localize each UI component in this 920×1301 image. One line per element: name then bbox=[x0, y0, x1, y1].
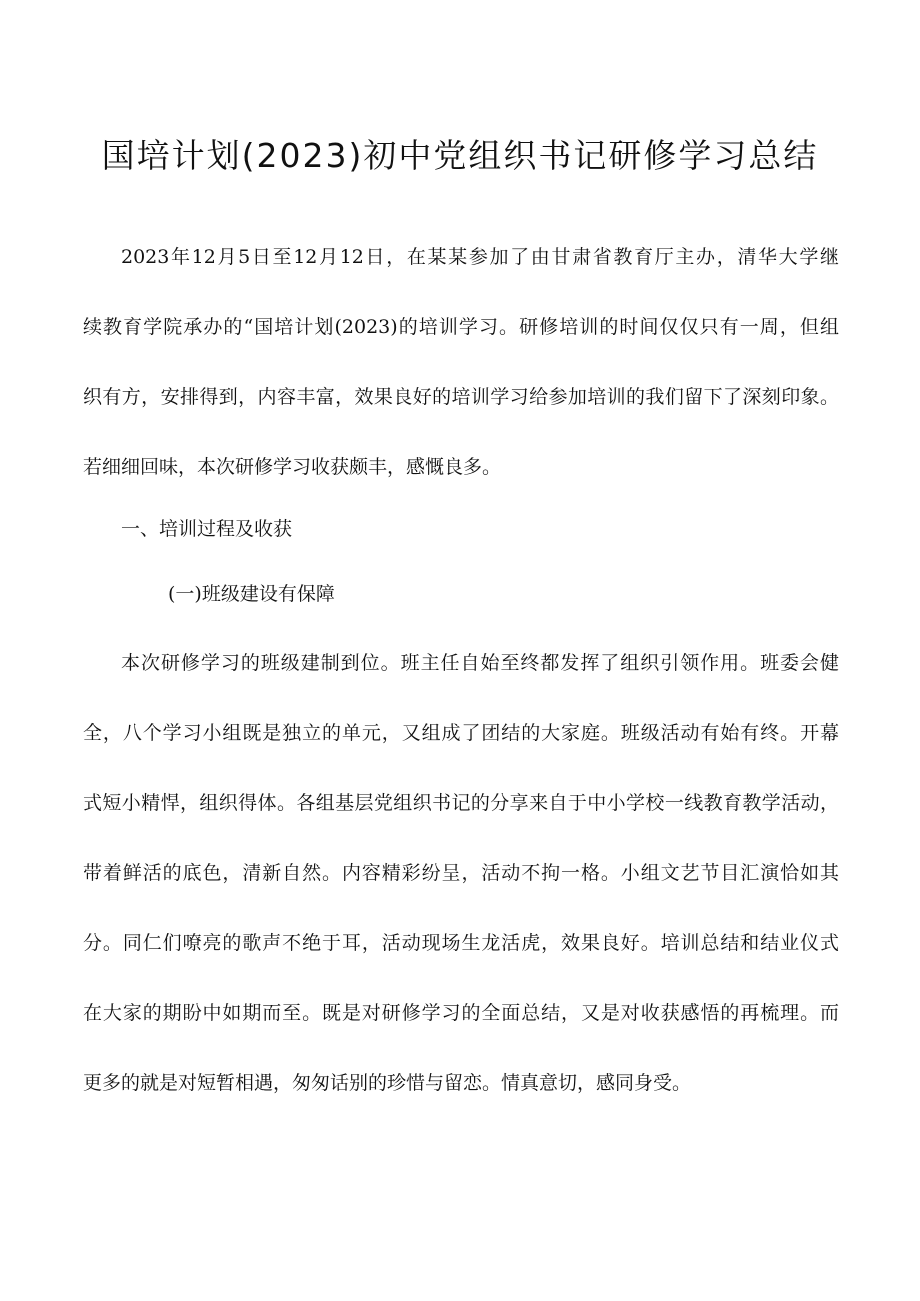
paragraph-line: 带着鲜活的底色，清新自然。内容精彩纷呈，活动不拘一格。小组文艺节目汇演恰如其 bbox=[83, 862, 839, 884]
paragraph-line: 2023年12月5日至12月12日，在某某参加了由甘肃省教育厅主办，清华大学继 bbox=[121, 246, 839, 268]
paragraph-line: 本次研修学习的班级建制到位。班主任自始至终都发挥了组织引领作用。班委会健 bbox=[121, 652, 839, 674]
subsection-paragraph bbox=[83, 646, 839, 1100]
paragraph-line: 分。同仁们嘹亮的歌声不绝于耳，活动现场生龙活虎，效果良好。培训总结和结业仪式 bbox=[83, 932, 839, 954]
subsection-heading: (一)班级建设有保障 bbox=[168, 583, 335, 605]
paragraph-line: 在大家的期盼中如期而至。既是对研修学习的全面总结，又是对收获感悟的再梳理。而 bbox=[83, 1002, 839, 1024]
paragraph-line: 续教育学院承办的“国培计划(2023)的培训学习。研修培训的时间仅仅只有一周，但组 bbox=[83, 316, 839, 338]
paragraph-line: 全，八个学习小组既是独立的单元，又组成了团结的大家庭。班级活动有始有终。开幕 bbox=[83, 722, 839, 744]
paragraph-line: 若细细回味，本次研修学习收获颇丰，感慨良多。 bbox=[83, 456, 502, 478]
intro-paragraph bbox=[83, 240, 839, 484]
paragraph-line: 式短小精悍，组织得体。各组基层党组织书记的分享来自于中小学校一线教育教学活动， bbox=[83, 792, 839, 814]
paragraph-line: 更多的就是对短暂相遇，匆匆话别的珍惜与留恋。情真意切，感同身受。 bbox=[83, 1072, 692, 1094]
section-heading: 一、培训过程及收获 bbox=[121, 518, 293, 540]
paragraph-line: 织有方，安排得到，内容丰富，效果良好的培训学习给参加培训的我们留下了深刻印象。 bbox=[83, 386, 839, 408]
document-title: 国培计划(2023)初中党组织书记研修学习总结 bbox=[101, 136, 819, 175]
